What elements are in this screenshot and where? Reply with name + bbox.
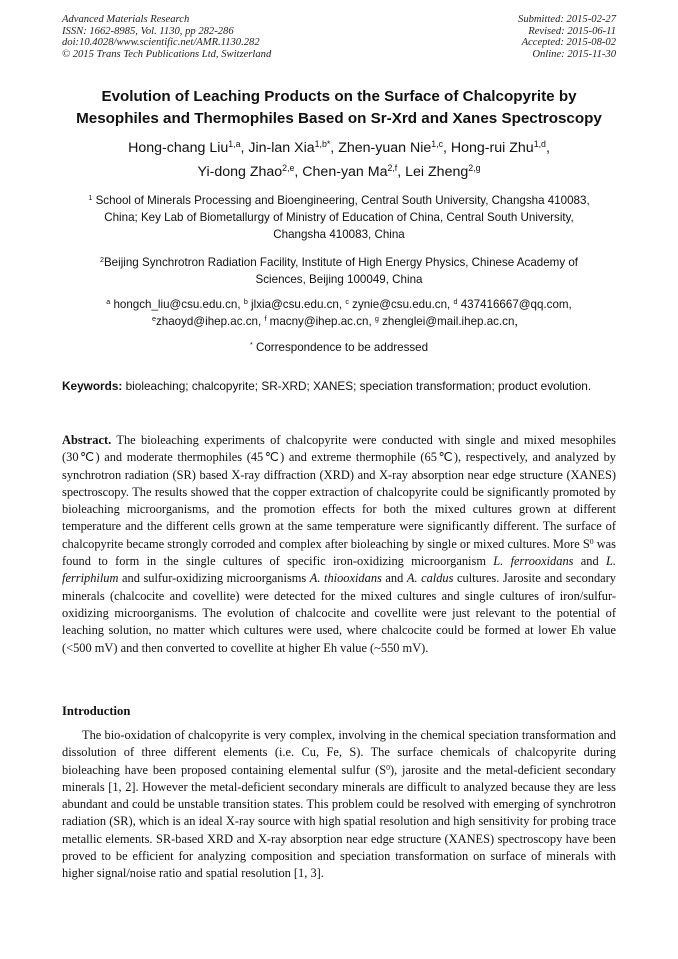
journal-header-right bbox=[518, 14, 616, 60]
species-name: L. ferrooxidans bbox=[493, 554, 574, 569]
author-affiliation-sup: 1,c bbox=[431, 139, 443, 150]
affiliation-text: School of Minerals Processing and Bioengineering, Central South University, Changsha 410083, bbox=[95, 194, 590, 207]
abstract-text: and bbox=[381, 571, 407, 586]
author-separator: , bbox=[443, 140, 451, 156]
species-name: A. caldus bbox=[406, 571, 454, 586]
email-line-1 bbox=[40, 296, 638, 313]
introduction-sulfur-sup: 0 bbox=[386, 762, 390, 772]
author-separator: , bbox=[240, 140, 249, 156]
email-link[interactable]: hongch_liu@csu.edu.cn, bbox=[113, 298, 244, 311]
keywords-label: Keywords: bbox=[62, 379, 123, 393]
email-link[interactable]: 437416667@qq.com, bbox=[460, 298, 572, 311]
keywords bbox=[62, 377, 616, 396]
affiliation-line bbox=[40, 192, 638, 209]
email-sup: e bbox=[151, 314, 156, 324]
author-affiliation-sup: 1,d bbox=[533, 139, 546, 150]
email-link[interactable]: zhaoyd@ihep.ac.cn, bbox=[155, 315, 265, 328]
author-affiliation-sup: 2,e bbox=[282, 163, 295, 174]
correspondence-note bbox=[40, 339, 638, 356]
affiliation-line: Changsha 410083, China bbox=[273, 228, 405, 241]
affiliation-text: Beijing Synchrotron Radiation Facility, Institute of High Energy Physics, Chinese Academy of bbox=[103, 256, 579, 269]
correspondence-text: Correspondence to be addressed bbox=[252, 341, 429, 354]
email-sup: b bbox=[243, 297, 248, 307]
date-revised: Revised: 2015-06-11 bbox=[528, 25, 616, 37]
abstract bbox=[62, 432, 616, 657]
author-affiliation-sup: 1,a bbox=[228, 139, 241, 150]
date-accepted: Accepted: 2015-08-02 bbox=[521, 37, 616, 49]
paper-title bbox=[40, 86, 638, 130]
introduction-text: The bio-oxidation of chalcopyrite is very complex, involving in the chemical speciation transformation and dissolution of three different elements (i.e. Cu, Fe, S). The surface chemicals of chalcopyrite during bioleaching have been proposed containing elemental sulfur (S bbox=[62, 728, 616, 777]
date-submitted: Submitted: 2015-02-27 bbox=[518, 14, 616, 25]
journal-header-left bbox=[62, 14, 271, 60]
email-line-2 bbox=[40, 313, 638, 330]
abstract-text: and bbox=[573, 554, 606, 569]
correspondence-line bbox=[40, 339, 638, 356]
affiliation-line: Sciences, Beijing 100049, China bbox=[255, 273, 423, 286]
introduction-text: ), jarosite and the metal-deficient secondary minerals [1, 2]. However the metal-deficient secondary minerals are difficult to analyzed because they are less abundant and could be unstable transition states. This problem could be resolved with emerging of synchrotron radiation (SR), which is an ideal X-ray source with high spatial resolution and high sensitivity for probing trace metallic elements. SR-based XRD and X-ray absorption near edge structure (XANES) spectroscopy have been proved to be efficient for analyzing composition and speciation transformation on surface of minerals with higher signal/noise ratio and spatial resolution [1, 3]. bbox=[62, 762, 616, 881]
author-line-2 bbox=[40, 160, 638, 184]
author-separator: , bbox=[294, 164, 303, 180]
journal-name: Advanced Materials Research bbox=[62, 14, 190, 25]
email-sup: f bbox=[264, 314, 267, 324]
affiliation-1 bbox=[40, 192, 638, 243]
author-name: Zhen-yuan Nie bbox=[338, 140, 432, 156]
email-sup: d bbox=[453, 297, 458, 307]
abstract-text: The bioleaching experiments of chalcopyrite were conducted with single and mixed mesophiles (30℃) and moderate thermophiles (45℃) and extreme thermophile (65℃), respectively, and analyzed by synchrotron radiation (SR) based X-ray diffraction (XRD) and X-ray absorption near edge structure (XANES) spectroscopy. The results showed that the copper extraction of chalcopyrite could be significantly promoted by bioleaching microorganisms, and the promotion effects for both the mixed cultures grown at different temperature and the different cells grown at the same temperature were significantly different. The surface of chalcopyrite became strongly corroded and complex after bioleaching by single or mixed cultures. More S bbox=[62, 433, 616, 551]
author-affiliation-sup: 2,g bbox=[468, 163, 481, 174]
email-sup: a bbox=[106, 297, 111, 307]
affiliation-number: 1 bbox=[88, 193, 93, 203]
email-link[interactable]: zhenglei@mail.ihep.ac.cn， bbox=[382, 315, 527, 328]
journal-doi: doi:10.4028/www.scientific.net/AMR.1130.282 bbox=[62, 37, 260, 49]
abstract-sulfur-sup: 0 bbox=[589, 536, 594, 546]
title-line-1: Evolution of Leaching Products on the Surface of Chalcopyrite by bbox=[101, 88, 577, 105]
title-line-2: Mesophiles and Thermophiles Based on Sr-Xrd and Xanes Spectroscopy bbox=[76, 110, 602, 127]
email-link[interactable]: jlxia@csu.edu.cn, bbox=[251, 298, 346, 311]
journal-issn: ISSN: 1662-8985, Vol. 1130, pp 282-286 bbox=[62, 25, 234, 37]
affiliation-line bbox=[40, 254, 638, 271]
author-name: Jin-lan Xia bbox=[248, 140, 315, 156]
email-link[interactable]: zynie@csu.edu.cn, bbox=[352, 298, 454, 311]
author-affiliation-sup: 1,b* bbox=[314, 139, 331, 150]
affiliation-2 bbox=[40, 254, 638, 288]
email-sup: g bbox=[374, 314, 379, 324]
correspondence-mark: * bbox=[249, 340, 253, 350]
species-name: L. ferriphilum bbox=[62, 554, 616, 586]
email-sup: c bbox=[345, 297, 349, 307]
date-online: Online: 2015-11-30 bbox=[532, 48, 616, 60]
keywords-text: bioleaching; chalcopyrite; SR-XRD; XANES; speciation transformation; product evolution. bbox=[122, 379, 592, 393]
author-name: Hong-rui Zhu bbox=[450, 140, 534, 156]
affiliation-number: 2 bbox=[99, 255, 104, 265]
journal-copyright: © 2015 Trans Tech Publications Ltd, Switzerland bbox=[62, 48, 272, 60]
introduction-heading: Introduction bbox=[62, 704, 131, 718]
author-list bbox=[40, 136, 638, 184]
abstract-text: and sulfur-oxidizing microorganisms bbox=[118, 571, 310, 586]
author-emails bbox=[40, 296, 638, 330]
introduction-paragraph bbox=[62, 727, 616, 883]
abstract-label: Abstract. bbox=[62, 433, 112, 447]
author-name: Yi-dong Zhao bbox=[197, 164, 283, 180]
author-name: Chen-yan Ma bbox=[302, 164, 388, 180]
abstract-text: was found to form in the single cultures of specific iron-oxidizing microorganism bbox=[62, 536, 616, 569]
species-name: A. thiooxidans bbox=[309, 571, 382, 586]
author-line-1 bbox=[40, 136, 638, 160]
author-separator: , bbox=[330, 140, 339, 156]
affiliation-line: China; Key Lab of Biometallurgy of Ministry of Education of China, Central South University, bbox=[104, 211, 574, 224]
abstract-text: cultures. Jarosite and secondary minerals (chalcocite and covellite) were detected for the mixed cultures and single cultures of iron/sulfur-oxidizing microorganisms. The evolution of chalcocite and covellite were just relevant to the potential of leaching solution, no matter which cultures were used, where chalcocite could be formed at lower Eh value (<500 mV) and then converted to covellite at higher Eh value (~550 mV). bbox=[62, 571, 616, 655]
author-separator: , bbox=[397, 164, 406, 180]
author-separator: , bbox=[545, 140, 550, 156]
author-affiliation-sup: 2,f bbox=[387, 163, 398, 174]
author-name: Lei Zheng bbox=[405, 164, 469, 180]
email-link[interactable]: macny@ihep.ac.cn, bbox=[269, 315, 375, 328]
author-name: Hong-chang Liu bbox=[128, 140, 229, 156]
